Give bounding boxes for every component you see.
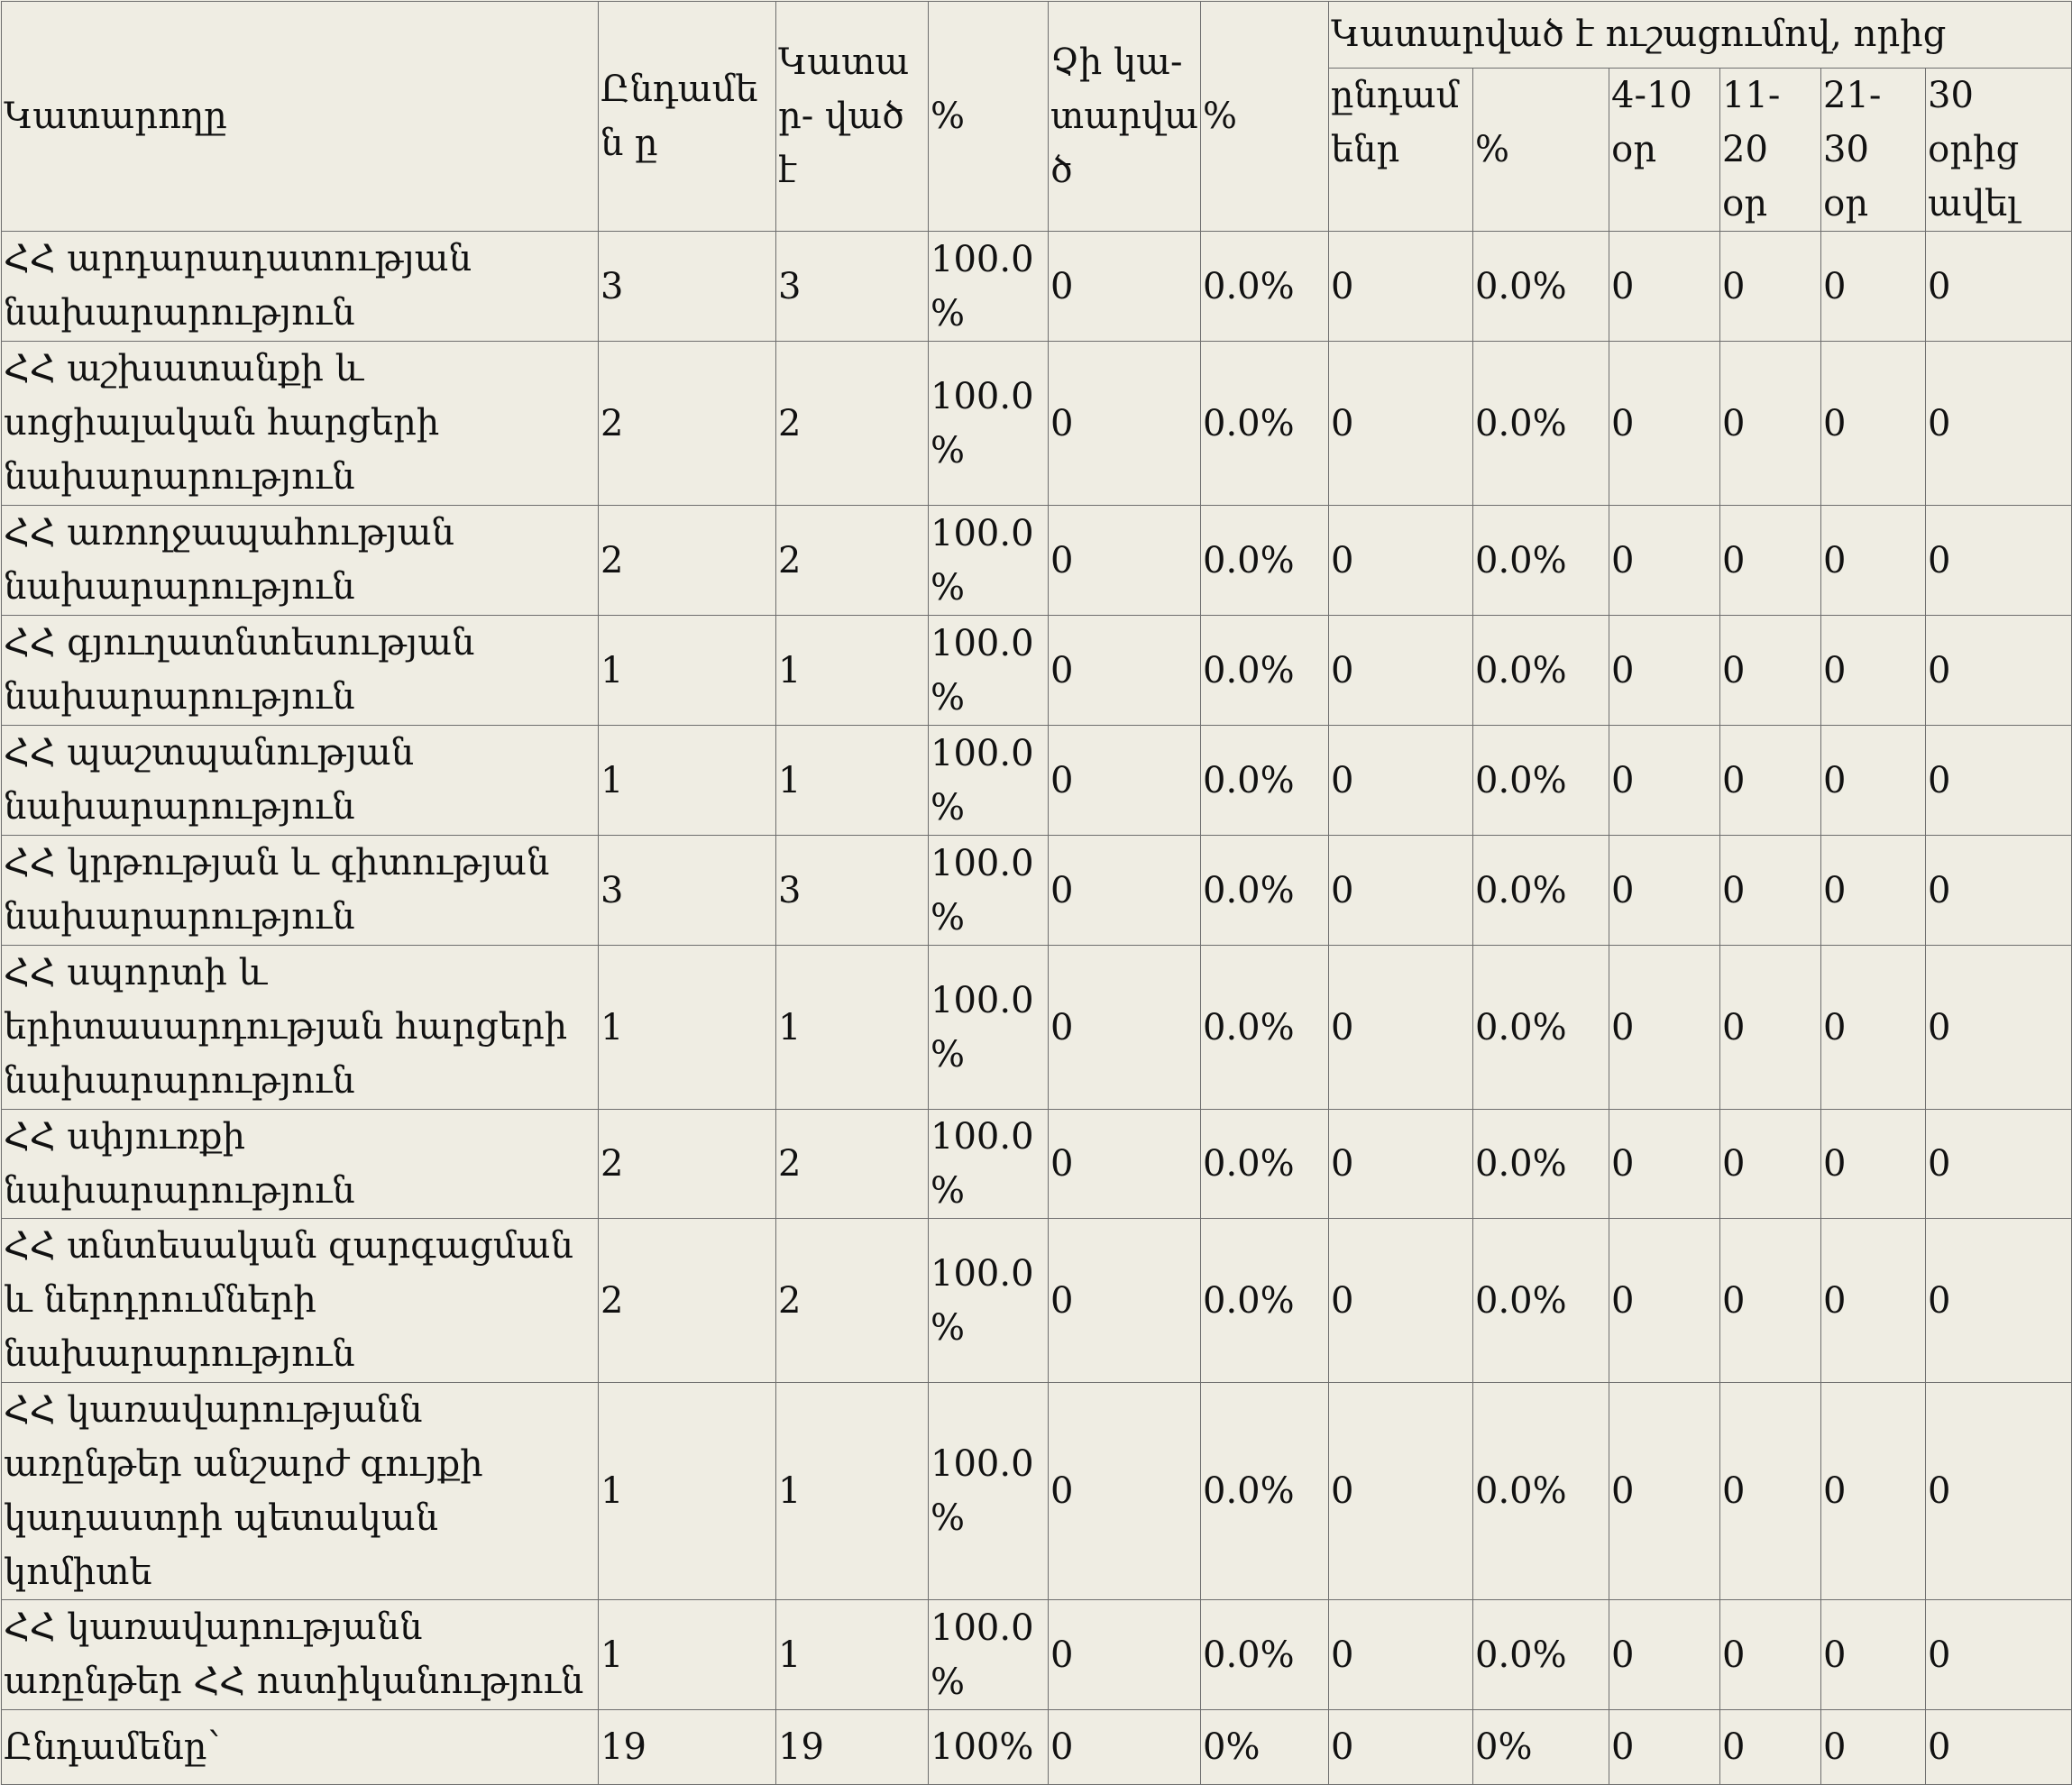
row-days-4-10: 0	[1609, 836, 1720, 946]
table-row	[2, 1110, 2072, 1219]
header-days-21-30: 21-30 օր	[1821, 69, 1926, 232]
row-delayed-percent: 0.0%	[1473, 616, 1609, 726]
row-delayed-percent: 0.0%	[1473, 1600, 1609, 1710]
row-days-4-10: 0	[1609, 506, 1720, 616]
header-not-done: Չի կա- տարվա ծ	[1049, 2, 1201, 232]
row-delayed-percent: 0.0%	[1473, 726, 1609, 836]
header-days-11-20: 11-20 օր	[1720, 69, 1821, 232]
execution-report-table	[1, 1, 2072, 1785]
table-body	[2, 232, 2072, 1785]
row-done: 1	[776, 616, 929, 726]
row-executor-name: ՀՀ առողջապահության նախարարություն	[2, 506, 599, 616]
row-total: 2	[599, 342, 776, 506]
row-days-21-30: 0	[1821, 1219, 1926, 1383]
row-total: 3	[599, 836, 776, 946]
row-not-done-percent: 0.0%	[1201, 836, 1329, 946]
row-done: 2	[776, 1110, 929, 1219]
row-days-30-plus: 0	[1926, 836, 2072, 946]
row-executor-name: ՀՀ աշխատանքի և սոցիալական հարցերի նախարարություն	[2, 342, 599, 506]
totals-not-done-percent: 0%	[1201, 1710, 1329, 1785]
row-days-4-10: 0	[1609, 726, 1720, 836]
totals-done: 19	[776, 1710, 929, 1785]
header-executor: Կատարողը	[2, 2, 599, 232]
row-total: 1	[599, 1600, 776, 1710]
row-days-30-plus: 0	[1926, 1600, 2072, 1710]
row-total: 2	[599, 1219, 776, 1383]
row-done: 1	[776, 1600, 929, 1710]
row-days-21-30: 0	[1821, 946, 1926, 1110]
row-done-percent: 100.0 %	[929, 1600, 1049, 1710]
row-days-21-30: 0	[1821, 616, 1926, 726]
totals-delayed-total: 0	[1329, 1710, 1473, 1785]
table-row	[2, 1600, 2072, 1710]
row-not-done: 0	[1049, 506, 1201, 616]
row-done: 2	[776, 506, 929, 616]
row-days-30-plus: 0	[1926, 1219, 2072, 1383]
row-days-11-20: 0	[1720, 1219, 1821, 1383]
row-done-percent: 100.0 %	[929, 232, 1049, 342]
row-not-done: 0	[1049, 616, 1201, 726]
row-delayed-total: 0	[1329, 1383, 1473, 1600]
row-done-percent: 100.0 %	[929, 836, 1049, 946]
row-executor-name: ՀՀ սպորտի և երիտասարդության հարցերի նախարարություն	[2, 946, 599, 1110]
row-done-percent: 100.0 %	[929, 726, 1049, 836]
row-days-21-30: 0	[1821, 836, 1926, 946]
row-not-done: 0	[1049, 1219, 1201, 1383]
row-delayed-percent: 0.0%	[1473, 506, 1609, 616]
row-not-done-percent: 0.0%	[1201, 1600, 1329, 1710]
row-days-11-20: 0	[1720, 1600, 1821, 1710]
row-done-percent: 100.0 %	[929, 946, 1049, 1110]
totals-days-11-20: 0	[1720, 1710, 1821, 1785]
row-done: 1	[776, 1383, 929, 1600]
row-days-21-30: 0	[1821, 1600, 1926, 1710]
row-done-percent: 100.0 %	[929, 1110, 1049, 1219]
row-days-4-10: 0	[1609, 342, 1720, 506]
row-total: 1	[599, 726, 776, 836]
row-total: 1	[599, 1383, 776, 1600]
row-executor-name: ՀՀ կառավարությանն առընթեր անշարժ գույքի կադաստրի պետական կոմիտե	[2, 1383, 599, 1600]
row-not-done: 0	[1049, 342, 1201, 506]
totals-days-30-plus: 0	[1926, 1710, 2072, 1785]
row-delayed-percent: 0.0%	[1473, 232, 1609, 342]
row-done: 1	[776, 946, 929, 1110]
table-row	[2, 946, 2072, 1110]
table-row	[2, 1219, 2072, 1383]
row-not-done-percent: 0.0%	[1201, 232, 1329, 342]
table-row	[2, 836, 2072, 946]
row-days-30-plus: 0	[1926, 232, 2072, 342]
row-done: 3	[776, 836, 929, 946]
row-delayed-total: 0	[1329, 1600, 1473, 1710]
totals-row	[2, 1710, 2072, 1785]
row-delayed-total: 0	[1329, 1219, 1473, 1383]
row-days-11-20: 0	[1720, 342, 1821, 506]
row-days-30-plus: 0	[1926, 946, 2072, 1110]
table-row	[2, 342, 2072, 506]
row-total: 3	[599, 232, 776, 342]
totals-label: Ընդամենը`	[2, 1710, 599, 1785]
row-days-21-30: 0	[1821, 1110, 1926, 1219]
row-days-21-30: 0	[1821, 506, 1926, 616]
row-not-done-percent: 0.0%	[1201, 616, 1329, 726]
row-days-11-20: 0	[1720, 836, 1821, 946]
row-executor-name: ՀՀ կրթության և գիտության նախարարություն	[2, 836, 599, 946]
row-days-4-10: 0	[1609, 946, 1720, 1110]
table-row	[2, 506, 2072, 616]
row-done-percent: 100.0 %	[929, 616, 1049, 726]
row-days-21-30: 0	[1821, 232, 1926, 342]
row-not-done: 0	[1049, 1600, 1201, 1710]
totals-delayed-percent: 0%	[1473, 1710, 1609, 1785]
header-done-percent: %	[929, 2, 1049, 232]
row-days-11-20: 0	[1720, 616, 1821, 726]
row-executor-name: ՀՀ գյուղատնտեսության նախարարություն	[2, 616, 599, 726]
table-row	[2, 616, 2072, 726]
totals-days-4-10: 0	[1609, 1710, 1720, 1785]
row-days-21-30: 0	[1821, 1383, 1926, 1600]
table-row	[2, 232, 2072, 342]
row-executor-name: ՀՀ արդարադատության նախարարություն	[2, 232, 599, 342]
page	[0, 1, 2072, 1768]
row-total: 2	[599, 506, 776, 616]
row-delayed-percent: 0.0%	[1473, 1383, 1609, 1600]
row-not-done: 0	[1049, 946, 1201, 1110]
table-header	[2, 2, 2072, 232]
header-delayed-group: Կատարված է ուշացումով, որից	[1329, 2, 2072, 69]
row-delayed-total: 0	[1329, 1110, 1473, 1219]
row-delayed-total: 0	[1329, 616, 1473, 726]
row-days-4-10: 0	[1609, 1219, 1720, 1383]
totals-total: 19	[599, 1710, 776, 1785]
row-days-4-10: 0	[1609, 232, 1720, 342]
row-days-11-20: 0	[1720, 506, 1821, 616]
row-delayed-total: 0	[1329, 232, 1473, 342]
row-done-percent: 100.0 %	[929, 342, 1049, 506]
row-done-percent: 100.0 %	[929, 506, 1049, 616]
row-days-11-20: 0	[1720, 726, 1821, 836]
row-not-done: 0	[1049, 836, 1201, 946]
row-days-11-20: 0	[1720, 232, 1821, 342]
header-not-done-percent: %	[1201, 2, 1329, 232]
row-executor-name: ՀՀ սփյուռքի նախարարություն	[2, 1110, 599, 1219]
table-row	[2, 1383, 2072, 1600]
row-delayed-total: 0	[1329, 342, 1473, 506]
row-days-11-20: 0	[1720, 1383, 1821, 1600]
row-days-4-10: 0	[1609, 1110, 1720, 1219]
row-delayed-total: 0	[1329, 726, 1473, 836]
row-executor-name: ՀՀ տնտեսական զարգացման և ներդրումների նախարարություն	[2, 1219, 599, 1383]
row-not-done: 0	[1049, 232, 1201, 342]
table-row	[2, 726, 2072, 836]
row-days-4-10: 0	[1609, 1600, 1720, 1710]
row-not-done-percent: 0.0%	[1201, 726, 1329, 836]
row-not-done: 0	[1049, 1383, 1201, 1600]
row-done: 3	[776, 232, 929, 342]
row-total: 1	[599, 616, 776, 726]
row-delayed-percent: 0.0%	[1473, 342, 1609, 506]
row-days-11-20: 0	[1720, 1110, 1821, 1219]
row-delayed-percent: 0.0%	[1473, 1110, 1609, 1219]
header-days-30-plus: 30 օրից ավել	[1926, 69, 2072, 232]
row-days-30-plus: 0	[1926, 616, 2072, 726]
row-days-30-plus: 0	[1926, 726, 2072, 836]
row-not-done-percent: 0.0%	[1201, 1219, 1329, 1383]
row-done: 2	[776, 1219, 929, 1383]
header-total: Ընդամեն ը	[599, 2, 776, 232]
row-executor-name: ՀՀ պաշտպանության նախարարություն	[2, 726, 599, 836]
row-days-4-10: 0	[1609, 1383, 1720, 1600]
row-not-done-percent: 0.0%	[1201, 1383, 1329, 1600]
row-days-30-plus: 0	[1926, 506, 2072, 616]
header-row-1	[2, 2, 2072, 69]
row-delayed-percent: 0.0%	[1473, 1219, 1609, 1383]
row-not-done: 0	[1049, 1110, 1201, 1219]
row-days-11-20: 0	[1720, 946, 1821, 1110]
header-delayed-percent: %	[1473, 69, 1609, 232]
row-days-4-10: 0	[1609, 616, 1720, 726]
row-total: 2	[599, 1110, 776, 1219]
row-days-30-plus: 0	[1926, 1110, 2072, 1219]
row-not-done-percent: 0.0%	[1201, 946, 1329, 1110]
row-total: 1	[599, 946, 776, 1110]
header-done: Կատա ր- ված է	[776, 2, 929, 232]
row-delayed-total: 0	[1329, 946, 1473, 1110]
header-days-4-10: 4-10 օր	[1609, 69, 1720, 232]
row-delayed-percent: 0.0%	[1473, 836, 1609, 946]
row-not-done: 0	[1049, 726, 1201, 836]
row-delayed-total: 0	[1329, 506, 1473, 616]
row-done: 2	[776, 342, 929, 506]
totals-days-21-30: 0	[1821, 1710, 1926, 1785]
row-not-done-percent: 0.0%	[1201, 506, 1329, 616]
row-done-percent: 100.0 %	[929, 1219, 1049, 1383]
row-done: 1	[776, 726, 929, 836]
totals-not-done: 0	[1049, 1710, 1201, 1785]
row-delayed-percent: 0.0%	[1473, 946, 1609, 1110]
header-delayed-total: ընդամ ենր	[1329, 69, 1473, 232]
row-days-21-30: 0	[1821, 342, 1926, 506]
row-executor-name: ՀՀ կառավարությանն առընթեր ՀՀ ոստիկանություն	[2, 1600, 599, 1710]
row-delayed-total: 0	[1329, 836, 1473, 946]
row-done-percent: 100.0 %	[929, 1383, 1049, 1600]
row-days-21-30: 0	[1821, 726, 1926, 836]
row-days-30-plus: 0	[1926, 1383, 2072, 1600]
row-days-30-plus: 0	[1926, 342, 2072, 506]
totals-done-percent: 100%	[929, 1710, 1049, 1785]
row-not-done-percent: 0.0%	[1201, 342, 1329, 506]
row-not-done-percent: 0.0%	[1201, 1110, 1329, 1219]
